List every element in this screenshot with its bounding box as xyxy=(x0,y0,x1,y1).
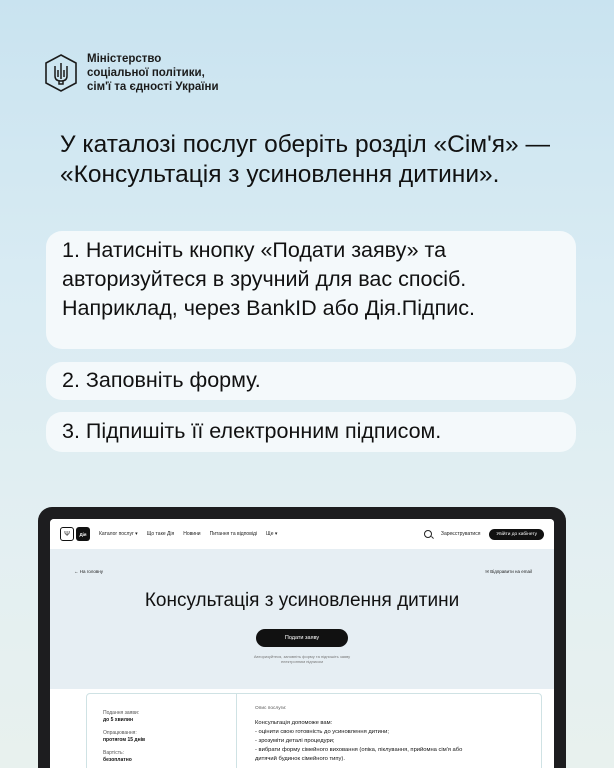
ministry-line-2: соціальної політики, xyxy=(87,67,205,79)
nav-more[interactable]: Ще ▾ xyxy=(266,531,278,537)
step-2-card: 2. Заповніть форму. xyxy=(46,362,576,400)
step-3-card: 3. Підпишіть її електронним підписом. xyxy=(46,412,576,452)
processing-label: Опрацювання: xyxy=(103,730,137,736)
register-link[interactable]: Зареєструватися xyxy=(440,531,481,537)
service-details xyxy=(86,693,542,768)
ministry-header xyxy=(44,52,219,94)
auth-note: Авторизуйтеся, заповніть форму та підпишіть заяву електронним підписом xyxy=(253,654,351,664)
submit-application-button[interactable]: Подати заяву xyxy=(256,629,348,647)
step-1-card: 1. Натисніть кнопку «Подати заяву» та авторизуйтеся в зручний для вас спосіб. Наприклад, через BankID або Дія.Підпис. xyxy=(46,231,576,349)
portal-screen xyxy=(50,519,554,768)
intro-text: У каталозі послуг оберіть розділ «Сім'я» — «Консультація з усиновлення дитини». xyxy=(60,131,550,188)
service-terms xyxy=(87,694,237,768)
cost-value: безоплатно xyxy=(103,756,132,763)
description-bullet: - зрозуміти деталі процедури; xyxy=(255,738,335,744)
diya-logo[interactable] xyxy=(60,527,90,541)
description-bullet: - вибрати форму сімейного виховання (опіка, піклування, прийомна сім'я або xyxy=(255,747,463,753)
ministry-line-3: сім'ї та єдності України xyxy=(87,81,219,93)
search-icon[interactable] xyxy=(424,530,432,538)
ministry-line-1: Міністерство xyxy=(87,53,162,65)
diya-logo-label: Дія xyxy=(76,527,90,541)
service-hero xyxy=(50,549,554,689)
send-email-link[interactable]: ✉ Відправити на email xyxy=(485,569,532,574)
description-title: Консультація допоможе вам: xyxy=(255,720,333,726)
login-button[interactable]: Увійти до кабінету xyxy=(489,529,544,540)
laptop-mockup xyxy=(38,507,566,768)
service-title: Консультація з усиновлення дитини xyxy=(144,590,460,611)
ministry-name xyxy=(87,52,219,94)
back-home-link[interactable]: ← На головну xyxy=(74,569,104,574)
description-bullet: - оцінити свою готовність до усиновлення дитини; xyxy=(255,729,389,735)
description-bullet: дитячий будинок сімейного типу). xyxy=(255,756,345,762)
submit-time-label: Подання заяви: xyxy=(103,710,140,716)
description-label: Опис послуги: xyxy=(255,706,287,711)
nav-faq[interactable]: Питання та відповіді xyxy=(209,531,258,537)
trident-logo-icon: Ψ xyxy=(60,527,74,541)
portal-nav xyxy=(50,519,554,549)
service-description xyxy=(237,694,541,768)
nav-what-is-diya[interactable]: Що таке Дія xyxy=(146,531,175,537)
nav-catalog[interactable]: Каталог послуг ▾ xyxy=(99,531,138,537)
submit-time-value: до 5 хвилин xyxy=(103,716,133,723)
cost-label: Вартість: xyxy=(103,750,124,756)
nav-news[interactable]: Новини xyxy=(183,531,201,537)
processing-value: протягом 15 днів xyxy=(103,736,146,743)
trident-emblem-icon xyxy=(44,54,78,92)
